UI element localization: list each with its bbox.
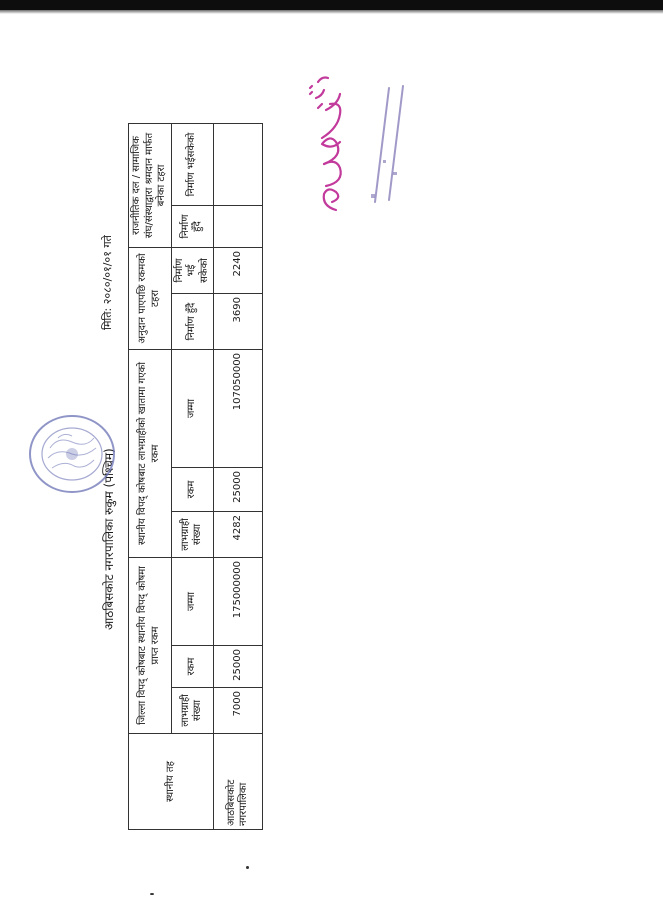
rotated-content	[100, 110, 380, 830]
cell-political-building	[214, 206, 263, 248]
header-local-level: स्थानीय तह	[129, 734, 214, 830]
subheader-total: जम्मा	[171, 350, 214, 468]
subheader-completed: निर्माण भई सकेको	[171, 248, 214, 294]
subheader-amount: रकम	[171, 468, 214, 512]
cell-district-beneficiaries: 7000	[214, 688, 263, 734]
designation-stamp	[345, 76, 415, 206]
header-district-fund: जिल्ला विपद् कोषबाट स्थानीय विपद् कोषमा प्राप्त रकम	[129, 558, 172, 734]
cell-local-beneficiaries: 4282	[214, 512, 263, 558]
subheader-total: जम्मा	[171, 558, 214, 646]
scan-top-edge	[0, 0, 663, 10]
document-date: मिति: २०८०/०१/०१ गते	[101, 235, 114, 330]
cell-grant-building: 3690	[214, 294, 263, 350]
subheader-beneficiaries: लाभग्राही संख्या	[171, 688, 214, 734]
scan-speck	[150, 893, 154, 895]
cell-grant-built: 2240	[214, 248, 263, 294]
cell-district-amount: 25000	[214, 646, 263, 688]
subheader-completed: निर्माण भईसकेको	[171, 124, 214, 206]
document-title: आठबिसकोट नगरपालिका रुकुम (पश्चिम)	[102, 448, 116, 630]
scan-edge-shadow	[0, 10, 663, 14]
header-political-structures: राजनीतिक दल / सामाजिक संघ/संस्थाद्वारा श्रमदान मार्फत बनेका टहरा	[129, 124, 172, 248]
cell-local-level: आठबिसकोट नगरपालिका	[214, 734, 263, 830]
cell-political-built	[214, 124, 263, 206]
table-row	[214, 124, 263, 830]
office-seal-stamp	[22, 408, 122, 500]
cell-district-total: 175000000	[214, 558, 263, 646]
table-subheader-row	[171, 124, 214, 830]
subheader-amount: रकम	[171, 646, 214, 688]
header-local-fund: स्थानीय विपद् कोषबाट लाभग्राहीको खातामा गएको रकम	[129, 350, 172, 558]
header-grant-structures: अनुदान पाएपछि रकमको टहरा	[129, 248, 172, 350]
cell-local-amount: 25000	[214, 468, 263, 512]
data-table	[128, 123, 263, 830]
table-header-row	[129, 124, 172, 830]
subheader-under-construction: निर्माण हुँदै	[171, 294, 214, 350]
subheader-beneficiaries: लाभग्राही संख्या	[171, 512, 214, 558]
subheader-under-construction: निर्माण हुँदै	[171, 206, 214, 248]
scan-speck	[246, 866, 249, 869]
cell-local-total: 107050000	[214, 350, 263, 468]
